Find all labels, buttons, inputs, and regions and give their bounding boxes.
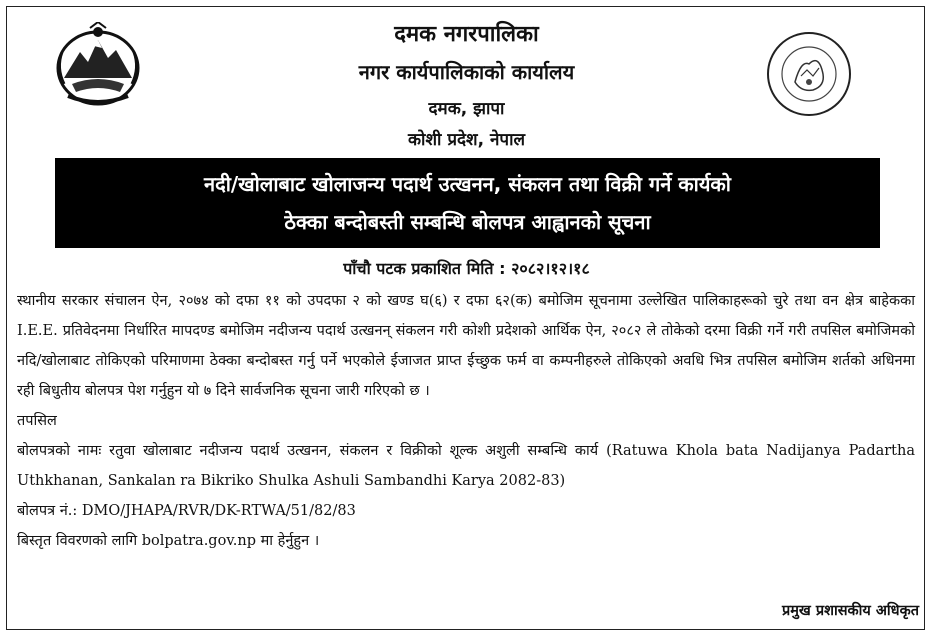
notice-title-banner bbox=[55, 158, 880, 248]
schedule-label: तपसिल bbox=[17, 413, 57, 429]
office-name: नगर कार्यपालिकाको कार्यालय bbox=[358, 60, 575, 84]
notice-paragraph: स्थानीय सरकार संचालन ऐन, २०७४ को दफा ११ को उपदफा २ को खण्ड घ(६) र दफा ६२(क) बमोजिम सूचनामा उल्लेखित पालिकाहरूको चुरे तथा वन क्षेत्र बाहेकका I.E.E. प्रतिवेदनमा निर्धारित मापदण्ड बमोजिम नदीजन्य पदार्थ उत्खनन् संकलन गरी कोशी प्रदेशको आर्थिक ऐन, २०८२ ले तोकेको दरमा विक्री गर्ने गरी तपसिल बमोजिमको नदि/खोलाबाट तोकिएको परिमाणमा ठेक्का बन्दोबस्त गर्नु पर्ने भएकोले ईजाजत प्राप्त ईच्छुक फर्म वा कम्पनीहरुले तोकिएको अवधि भित्र तपसिल बमोजिम शर्तको अधिनमा रही बिधुतीय बोलपत्र पेश गर्नुहुन यो ७ दिने सार्वजनिक सूचना जारी गरिएको छ । bbox=[17, 293, 915, 399]
notice-body bbox=[17, 286, 915, 556]
tender-number: बोलपत्र नं.: DMO/JHAPA/RVR/DK-RTWA/51/82/83 bbox=[17, 503, 356, 519]
province-name: कोशी प्रदेश, नेपाल bbox=[408, 130, 525, 150]
signatory-title: प्रमुख प्रशासकीय अधिकृत bbox=[782, 603, 919, 619]
notice-title-line-2: ठेक्का बन्दोबस्ती सम्बन्धि बोलपत्र आह्वानको सूचना bbox=[284, 210, 651, 234]
tender-name: बोलपत्रको नामः रतुवा खोलाबाट नदीजन्य पदार्थ उत्खनन, संकलन र विक्रीको शूल्क अशुली सम्बन्धि कार्य (Ratuwa Khola bata Nadijanya Padartha Uthkhanan, Sankalan ra Bikriko Shulka Ashuli Sambandhi Karya 2082-83) bbox=[17, 443, 915, 489]
publication-date: पाँचौ पटक प्रकाशित मिति : २०८२।१२।१८ bbox=[343, 259, 590, 278]
notice-title-line-1: नदी/खोलाबाट खोलाजन्य पदार्थ उत्खनन, संकलन तथा विक्री गर्ने कार्यको bbox=[204, 172, 731, 196]
office-location: दमक, झापा bbox=[428, 99, 505, 119]
municipality-name: दमक नगरपालिका bbox=[394, 22, 539, 47]
details-reference: बिस्तृत विवरणको लागि bolpatra.gov.np मा हेर्नुहुन । bbox=[17, 533, 320, 549]
